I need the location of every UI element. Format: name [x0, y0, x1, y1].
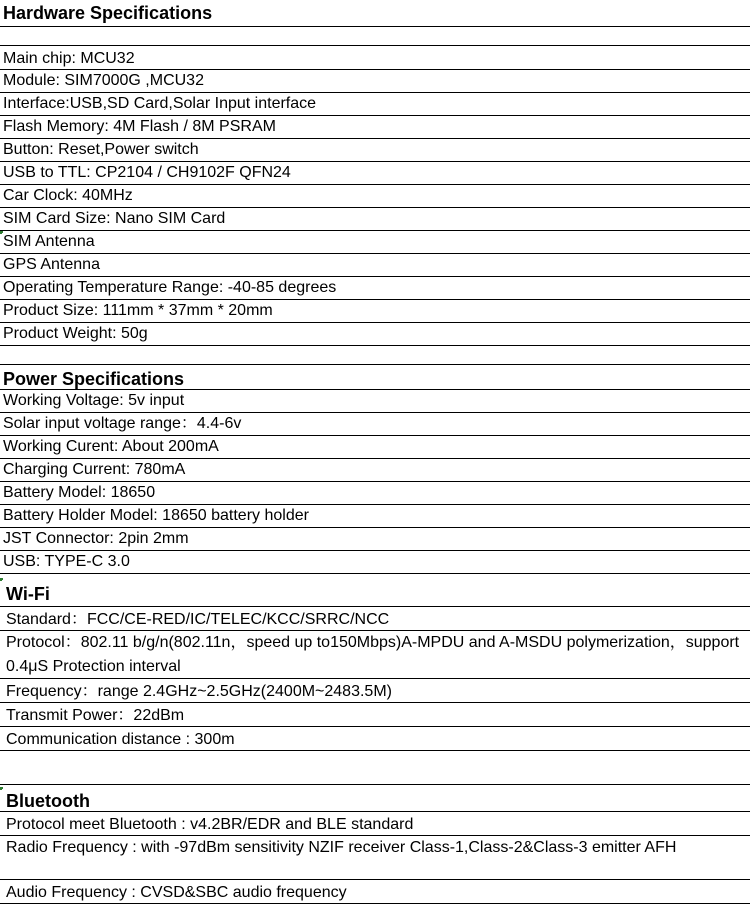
- spec-row: Working Curent: About 200mA: [0, 436, 750, 459]
- spec-row: Communication distance : 300m: [0, 727, 750, 751]
- spec-row: Product Size: 111mm * 37mm * 20mm: [0, 300, 750, 323]
- power-heading: Power Specifications: [0, 365, 750, 390]
- bluetooth-heading: Bluetooth: [0, 785, 750, 812]
- spec-row: Flash Memory: 4M Flash / 8M PSRAM: [0, 116, 750, 139]
- spec-row: Product Weight: 50g: [0, 323, 750, 346]
- spec-row: Protocol meet Bluetooth : v4.2BR/EDR and BLE standard: [0, 812, 750, 836]
- spec-row: Button: Reset,Power switch: [0, 139, 750, 162]
- spec-row: Battery Holder Model: 18650 battery holder: [0, 505, 750, 528]
- spec-row: JST Connector: 2pin 2mm: [0, 528, 750, 551]
- spec-row: Module: SIM7000G ,MCU32: [0, 70, 750, 93]
- spec-row: Battery Model: 18650: [0, 482, 750, 505]
- spec-row: Audio Frequency : CVSD&SBC audio frequency: [0, 880, 750, 904]
- spec-row: SIM Card Size: Nano SIM Card: [0, 208, 750, 231]
- spec-row: Main chip: MCU32: [0, 46, 750, 70]
- spec-row: Charging Current: 780mA: [0, 459, 750, 482]
- hardware-heading: Hardware Specifications: [0, 0, 750, 27]
- spec-row: SIM Antenna: [0, 231, 750, 254]
- spec-row: Working Voltage: 5v input: [0, 390, 750, 413]
- spec-row: Operating Temperature Range: -40-85 degrees: [0, 277, 750, 300]
- blank-row: [0, 27, 750, 46]
- cell-marker: [0, 787, 3, 790]
- spec-row: Radio Frequency : with -97dBm sensitivity NZIF receiver Class-1,Class-2&Class-3 emitter AFH: [0, 836, 750, 880]
- spec-row: Solar input voltage range：4.4-6v: [0, 413, 750, 436]
- blank-row: [0, 346, 750, 365]
- spec-row: USB: TYPE-C 3.0: [0, 551, 750, 574]
- spec-row: Standard：FCC/CE-RED/IC/TELEC/KCC/SRRC/NCC: [0, 607, 750, 631]
- spec-row: Frequency：range 2.4GHz~2.5GHz(2400M~2483.5M): [0, 679, 750, 703]
- spec-row: GPS Antenna: [0, 254, 750, 277]
- spec-row: Car Clock: 40MHz: [0, 185, 750, 208]
- wifi-heading: Wi-Fi: [0, 574, 750, 607]
- cell-marker: [0, 231, 3, 234]
- spec-row: Transmit Power：22dBm: [0, 703, 750, 727]
- spec-row: USB to TTL: CP2104 / CH9102F QFN24: [0, 162, 750, 185]
- spec-row: Interface:USB,SD Card,Solar Input interface: [0, 93, 750, 116]
- blank-row: [0, 751, 750, 785]
- spec-row: Protocol：802.11 b/g/n(802.11n，speed up to150Mbps)A-MPDU and A-MSDU polymerization，support 0.4μS Protection interval: [0, 631, 750, 679]
- cell-marker: [0, 578, 3, 581]
